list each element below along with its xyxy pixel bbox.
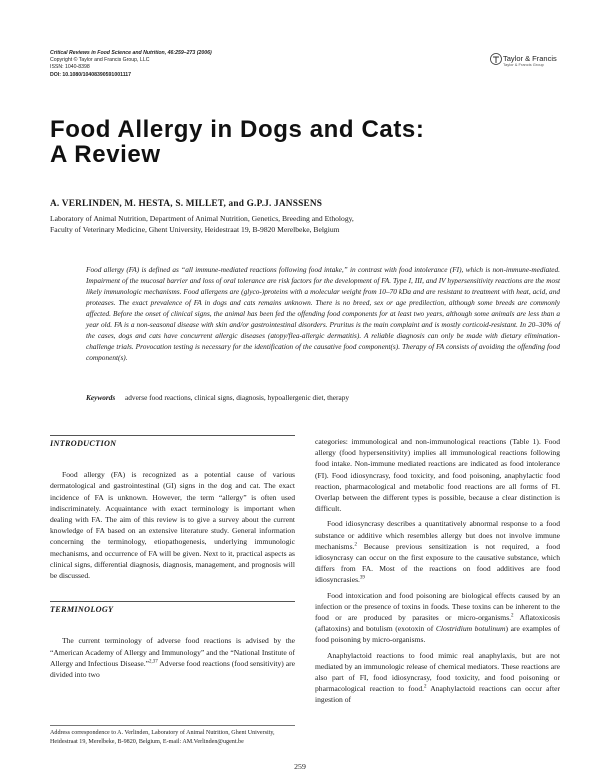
- page-number: 259: [294, 762, 306, 771]
- terminology-heading: TERMINOLOGY: [50, 605, 114, 615]
- journal-citation: Critical Reviews in Food Science and Nutrition, 46:259–273 (2006): [50, 50, 212, 56]
- section-divider: [50, 435, 295, 436]
- introduction-heading: INTRODUCTION: [50, 439, 117, 448]
- author-list: A. VERLINDEN, M. HESTA, S. MILLET, and G.P.J. JANSSENS: [50, 199, 323, 209]
- title-line-1: Food Allergy in Dogs and Cats:: [50, 116, 425, 143]
- right-paragraph-4: Anaphylactoid reactions to food mimic real anaphylaxis, but are not mediated by an immunologic release of chemical mediators. These reactions are also part of FI, food idiosyncrasy, food toxicity, and food poisoning or pharmacological reaction to food.$^2$ Anaphylactoid reactions can occur after ingestion of: [315, 650, 560, 705]
- keywords-label: Keywords: [86, 393, 116, 402]
- issn-line: ISSN: 1040-8398: [50, 64, 90, 71]
- section-divider: [50, 601, 295, 602]
- publisher-sub: Taylor & Francis Group: [503, 62, 544, 67]
- terminology-paragraph: The current terminology of adverse food reactions is advised by the “American Academy of Allergy and Immunology” and the “National Institute of Allergy and Infectious Disease.”$^{2,37}$ Adverse food reactions (food sensitivity) are divided into two: [50, 636, 296, 680]
- right-paragraph-1: categories: immunological and non-immunological reactions (Table 1). Food allergy (food hypersensitivity) implies all immunological reactions following food intake. Non-immune mediated reactions are indicated as food intolerance (FI). Food idiosyncrasy, food toxicity, and food poisoning, anaphylactic food reaction, pharmacological and metabolic food reactions are all forms of FI. Overlap between the different types is possible, because a clear distinction is difficult.: [315, 437, 560, 514]
- abstract: Food allergy (FA) is defined as “all immune-mediated reactions following food intake,” in contrast with food intolerance (FI), which is non-immune-mediated. Impairment of the mucosal barrier and loss of oral tolerance are risk factors for the development of FA. Type I, III, and IV hypersensitivity reactions are the most likely immunologic mechanisms. Food allergens are (glyco-)proteins with a molecular weight from 10–70 kDa and are resistant to treatment with heat, acid, and proteases. The exact prevalence of FA in dogs and cats remains unknown. There is no breed, sex or age predilection, although some breeds are commonly affected. Before the onset of clinical signs, the animal has been fed the offending food components for at least two years, although some animals are less than a year old. FA is a non-seasonal disease with skin and/or gastrointestinal disorders. Pruritus is the main complaint and is mostly corticoid-resistant. In 20–30% of the cases, dogs and cats have concurrent allergic diseases (atopy/flea-allergic dermatitis). A reliable diagnosis can only be made with dietary elimination-challenge trials. Provocation testing is necessary for the identification of the causative food component(s). Therapy of FA consists of avoiding the offending food component(s).: [86, 265, 560, 362]
- journal-meta: [50, 50, 212, 79]
- introduction-paragraph: Food allergy (FA) is recognized as a potential cause of various dermatological and gastrointestinal (GI) signs in the dog and cat. The exact incidence of FA is unknown. However, the term “allergy” is often used indiscriminately. Acquaintance with exact terminology is important when dealing with FA. The aim of this review is to give a survey about the current knowledge of FA based on an extensive literature study. General information concerning the terminology, etiopathogenesis, underlying immunologic mechanisms, and occurrence of FA will be given. Next to it, practical aspects as clinical signs, differential diagnosis, diagnosis, management, and prognosis will be discussed.: [50, 470, 295, 581]
- right-paragraph-2: Food idiosyncrasy describes a quantitatively abnormal response to a food substance or additive which resembles allergy but does not involve immune mechanisms.$^2$ Because previous sensitization is not required, a food idiosyncrasy can occur on the first exposure to the causative substance, which differs from FA. Most of the reactions on food additives are food idiosyncrasies.$^{39}$: [315, 519, 560, 585]
- left-column: [50, 435, 295, 680]
- affiliation-line-1: Laboratory of Animal Nutrition, Department of Animal Nutrition, Genetics, Breeding and Ethology,: [50, 214, 354, 223]
- copyright-line: Copyright © Taylor and Francis Group, LLC: [50, 57, 150, 64]
- title-line-2: A Review: [50, 141, 161, 168]
- affiliation-line-2: Faculty of Veterinary Medicine, Ghent University, Heidestraat 19, B-9820 Merelbeke, Belgium: [50, 225, 340, 235]
- keywords-list: adverse food reactions, clinical signs, diagnosis, hypoallergenic diet, therapy: [125, 393, 350, 402]
- article-title: [50, 117, 530, 167]
- affiliation: [50, 213, 560, 236]
- keywords: [86, 393, 349, 402]
- right-column: [315, 436, 560, 706]
- correspondence-footnote: [50, 729, 295, 746]
- publisher-name: Taylor & Francis: [503, 54, 557, 63]
- footnote-divider: [50, 725, 295, 726]
- doi-line[interactable]: DOI: 10.1080/10408390591001117: [50, 71, 132, 78]
- footnote-text: Address correspondence to A. Verlinden, Laboratory of Animal Nutrition, Ghent University, Heidestraat 19, Merelbeke, B-9820, Belgium, E-mail: AM.Verlinden@ugent.be: [50, 730, 275, 745]
- right-paragraph-3: Food intoxication and food poisoning are biological effects caused by an infection or the presence of toxins in foods. These toxins can be inherent to the food or are produced by parasites or micro-organisms.$^2$ Aflatoxicosis (aflatoxins) and botulism (exotoxin of Clostridium botulinum) are examples of food poisoning by micro-organisms.: [315, 590, 560, 645]
